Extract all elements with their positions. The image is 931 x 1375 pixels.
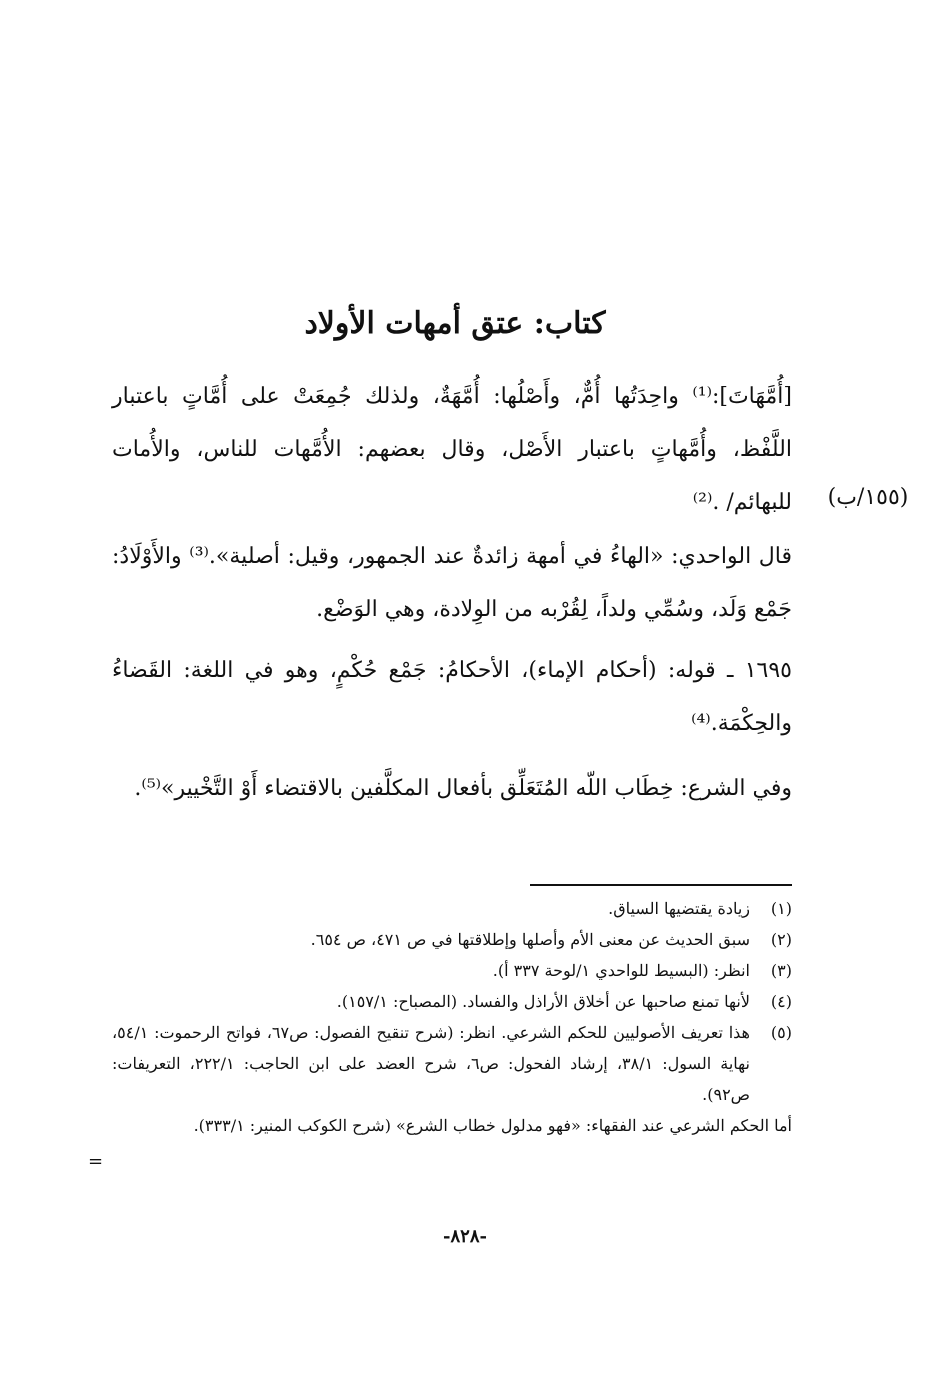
paragraph-sharia-definition: وفي الشرع: خِطَاب اللّه المُتَعَلِّق بأفعال المكلَّفين بالاقتضاء أَوْ التَّخْيير»⁽⁵⁾.	[134, 776, 792, 801]
footnote	[112, 1017, 792, 1110]
chapter-title: كتاب: عتق أمهات الأولاد	[304, 306, 606, 341]
footnote	[112, 924, 792, 955]
page-number: -٨٢٨-	[443, 1226, 487, 1247]
continuation-mark: =	[88, 1151, 104, 1172]
footnote-number: (٥)	[770, 1023, 792, 1042]
footnotes	[112, 893, 792, 1141]
footnote-number: (٣)	[770, 961, 792, 980]
footnote-text: لأنها تمنع صاحبها عن أخلاق الأراذل والفساد. (المصباح: ١٥٧/١).	[336, 992, 750, 1011]
footnote-text: سبق الحديث عن معنى الأم وأصلها وإطلاقتها في ص ٤٧١، ص ٦٥٤.	[310, 930, 750, 949]
paragraph-mothers-definition: [أُمَّهَاتَ]:⁽¹⁾ واحِدَتُها أُمٌّ، وأَصْلُها: أُمَّهَةٌ، ولذلك جُمِعَتْ على أُمَّاتٍ باعتبار اللَّفْظ، وأُمَّهاتٍ باعتبار الأَصْل، وقال بعضهم: الأُمَّهات للناس، والأُمات للبهائم/ .⁽²⁾	[112, 384, 792, 515]
footnote-number: (٢)	[770, 930, 792, 949]
footnote	[112, 986, 792, 1017]
footnote	[112, 955, 792, 986]
footnote-continuation: أما الحكم الشرعي عند الفقهاء: «فهو مدلول خطاب الشرع» (شرح الكوكب المنير: ٣٣٣/١).	[193, 1116, 792, 1135]
footnote-text: انظر: (البسيط للواحدي ١/لوحة ٣٣٧ أ).	[492, 961, 750, 980]
footnote-separator	[530, 884, 792, 886]
footnote	[112, 893, 792, 924]
footnote-number: (١)	[770, 899, 792, 918]
footnote-text: هذا تعريف الأصوليين للحكم الشرعي. انظر: (شرح تنقيح الفصول: ص٦٧، فواتح الرحموت: ٥٤/١، نهاية السول: ٣٨/١، إرشاد الفحول: ص٦، شرح العضد على ابن الحاجب: ٢٢٢/١، التعريفات: ص٩٢).	[112, 1023, 750, 1104]
margin-folio-reference: (١٥٥/ب)	[827, 485, 909, 510]
footnote-text: زيادة يقتضيها السياق.	[608, 899, 750, 918]
paragraph-ahkam-definition: ١٦٩٥ ـ قوله: (أحكام الإماء)، الأحكامُ: جَمْع حُكْمٍ، وهو في اللغة: القَضاءُ والحِكْمَة.⁽⁴⁾	[112, 658, 792, 736]
footnote-number: (٤)	[770, 992, 792, 1011]
paragraph-wahidi-quote: قال الواحدي: «الهاءُ في أمهة زائدةٌ عند الجمهور، وقيل: أصلية».⁽³⁾ والأَوْلَادُ: جَمْع وَلَد، وسُمِّي ولداً، لِقُرْبه من الوِلادة، وهي الوَضْع.	[112, 544, 793, 622]
